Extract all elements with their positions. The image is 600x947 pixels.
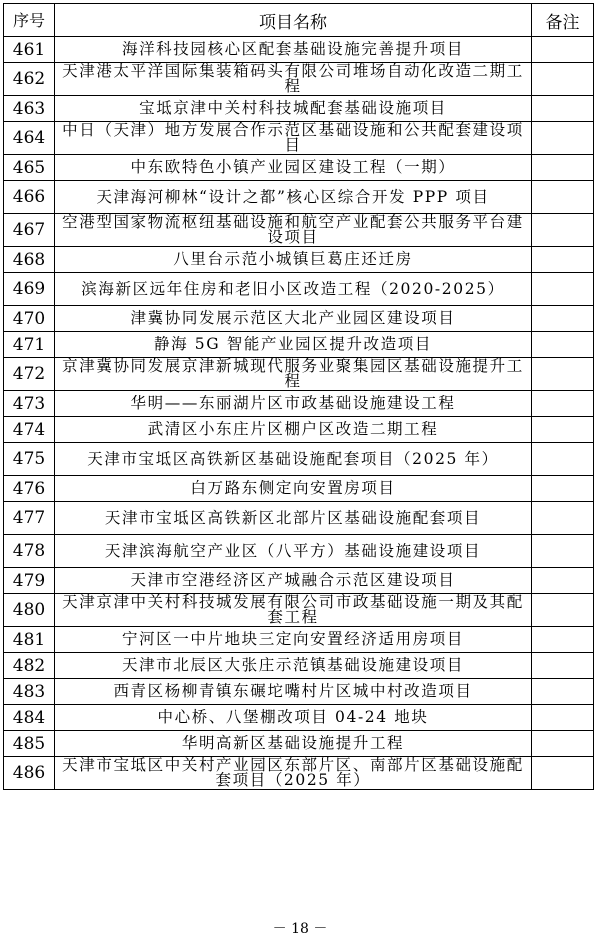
table-row: [4, 679, 594, 705]
row-number: 480: [4, 594, 55, 627]
note-cell: [532, 181, 594, 214]
project-name: 滨海新区远年住房和老旧小区改造工程（2020-2025）: [55, 273, 532, 306]
project-name: 京津冀协同发展京津新城现代服务业聚集园区基础设施提升工程: [55, 358, 532, 391]
row-number: 466: [4, 181, 55, 214]
row-number: 463: [4, 96, 55, 122]
project-name: 武清区小东庄片区棚户区改造二期工程: [55, 417, 532, 443]
note-cell: [532, 417, 594, 443]
project-name: 天津京津中关村科技城发展有限公司市政基础设施一期及其配套工程: [55, 594, 532, 627]
project-name: 中心桥、八堡棚改项目 04-24 地块: [55, 705, 532, 731]
project-name: 八里台示范小城镇巨葛庄还迁房: [55, 247, 532, 273]
table-row: [4, 391, 594, 417]
project-name: 天津市宝坻区高铁新区基础设施配套项目（2025 年）: [55, 443, 532, 476]
table-row: [4, 594, 594, 627]
header-seq: 序号: [4, 4, 55, 37]
table-row: [4, 476, 594, 502]
row-number: 485: [4, 731, 55, 757]
note-cell: [532, 273, 594, 306]
note-cell: [532, 37, 594, 63]
note-cell: [532, 332, 594, 358]
note-cell: [532, 155, 594, 181]
table-row: [4, 181, 594, 214]
row-number: 486: [4, 757, 55, 790]
note-cell: [532, 122, 594, 155]
note-cell: [532, 443, 594, 476]
project-name: 白万路东侧定向安置房项目: [55, 476, 532, 502]
project-name: 天津滨海航空产业区（八平方）基础设施建设项目: [55, 535, 532, 568]
row-number: 481: [4, 627, 55, 653]
note-cell: [532, 594, 594, 627]
note-cell: [532, 306, 594, 332]
note-cell: [532, 63, 594, 96]
note-cell: [532, 627, 594, 653]
project-name: 宝坻京津中关村科技城配套基础设施项目: [55, 96, 532, 122]
row-number: 474: [4, 417, 55, 443]
row-number: 467: [4, 214, 55, 247]
project-name: 静海 5G 智能产业园区提升改造项目: [55, 332, 532, 358]
table-row: [4, 155, 594, 181]
project-name: 海洋科技园核心区配套基础设施完善提升项目: [55, 37, 532, 63]
note-cell: [532, 391, 594, 417]
note-cell: [532, 358, 594, 391]
row-number: 469: [4, 273, 55, 306]
project-name: 天津港太平洋国际集装箱码头有限公司堆场自动化改造二期工程: [55, 63, 532, 96]
table-row: [4, 535, 594, 568]
row-number: 479: [4, 568, 55, 594]
table-row: [4, 757, 594, 790]
table-row: [4, 417, 594, 443]
project-name: 津冀协同发展示范区大北产业园区建设项目: [55, 306, 532, 332]
project-name: 天津市北辰区大张庄示范镇基础设施建设项目: [55, 653, 532, 679]
header-project-name: 项目名称: [55, 4, 532, 37]
table-row: [4, 627, 594, 653]
note-cell: [532, 214, 594, 247]
row-number: 470: [4, 306, 55, 332]
table-row: [4, 273, 594, 306]
row-number: 465: [4, 155, 55, 181]
table-row: [4, 37, 594, 63]
note-cell: [532, 679, 594, 705]
row-number: 475: [4, 443, 55, 476]
note-cell: [532, 96, 594, 122]
row-number: 464: [4, 122, 55, 155]
project-name: 中东欧特色小镇产业园区建设工程（一期）: [55, 155, 532, 181]
note-cell: [532, 247, 594, 273]
project-name: 天津市宝坻区中关村产业园区东部片区、南部片区基础设施配套项目（2025 年）: [55, 757, 532, 790]
table-row: [4, 653, 594, 679]
row-number: 461: [4, 37, 55, 63]
row-number: 477: [4, 502, 55, 535]
table-row: [4, 358, 594, 391]
project-name: 空港型国家物流枢纽基础设施和航空产业配套公共服务平台建设项目: [55, 214, 532, 247]
row-number: 468: [4, 247, 55, 273]
project-name: 西青区杨柳青镇东碾坨嘴村片区城中村改造项目: [55, 679, 532, 705]
table-header-row: [4, 4, 594, 37]
project-name: 天津海河柳林“设计之都”核心区综合开发 PPP 项目: [55, 181, 532, 214]
table-row: [4, 568, 594, 594]
row-number: 473: [4, 391, 55, 417]
table-row: [4, 332, 594, 358]
note-cell: [532, 502, 594, 535]
row-number: 476: [4, 476, 55, 502]
table-row: [4, 705, 594, 731]
note-cell: [532, 757, 594, 790]
note-cell: [532, 535, 594, 568]
table-row: [4, 96, 594, 122]
note-cell: [532, 653, 594, 679]
row-number: 472: [4, 358, 55, 391]
note-cell: [532, 731, 594, 757]
row-number: 482: [4, 653, 55, 679]
row-number: 471: [4, 332, 55, 358]
project-name: 天津市宝坻区高铁新区北部片区基础设施配套项目: [55, 502, 532, 535]
note-cell: [532, 705, 594, 731]
table-row: [4, 443, 594, 476]
row-number: 484: [4, 705, 55, 731]
row-number: 462: [4, 63, 55, 96]
project-name: 中日（天津）地方发展合作示范区基础设施和公共配套建设项目: [55, 122, 532, 155]
project-name: 天津市空港经济区产城融合示范区建设项目: [55, 568, 532, 594]
row-number: 478: [4, 535, 55, 568]
project-name: 宁河区一中片地块三定向安置经济适用房项目: [55, 627, 532, 653]
project-name: 华明——东丽湖片区市政基础设施建设工程: [55, 391, 532, 417]
table-row: [4, 502, 594, 535]
header-note: 备注: [532, 4, 594, 37]
page-number: － 18 －: [272, 921, 328, 937]
table-row: [4, 247, 594, 273]
table-row: [4, 214, 594, 247]
note-cell: [532, 568, 594, 594]
table-row: [4, 63, 594, 96]
project-table: [3, 3, 594, 790]
table-row: [4, 731, 594, 757]
row-number: 483: [4, 679, 55, 705]
table-row: [4, 122, 594, 155]
table-row: [4, 306, 594, 332]
note-cell: [532, 476, 594, 502]
project-name: 华明高新区基础设施提升工程: [55, 731, 532, 757]
